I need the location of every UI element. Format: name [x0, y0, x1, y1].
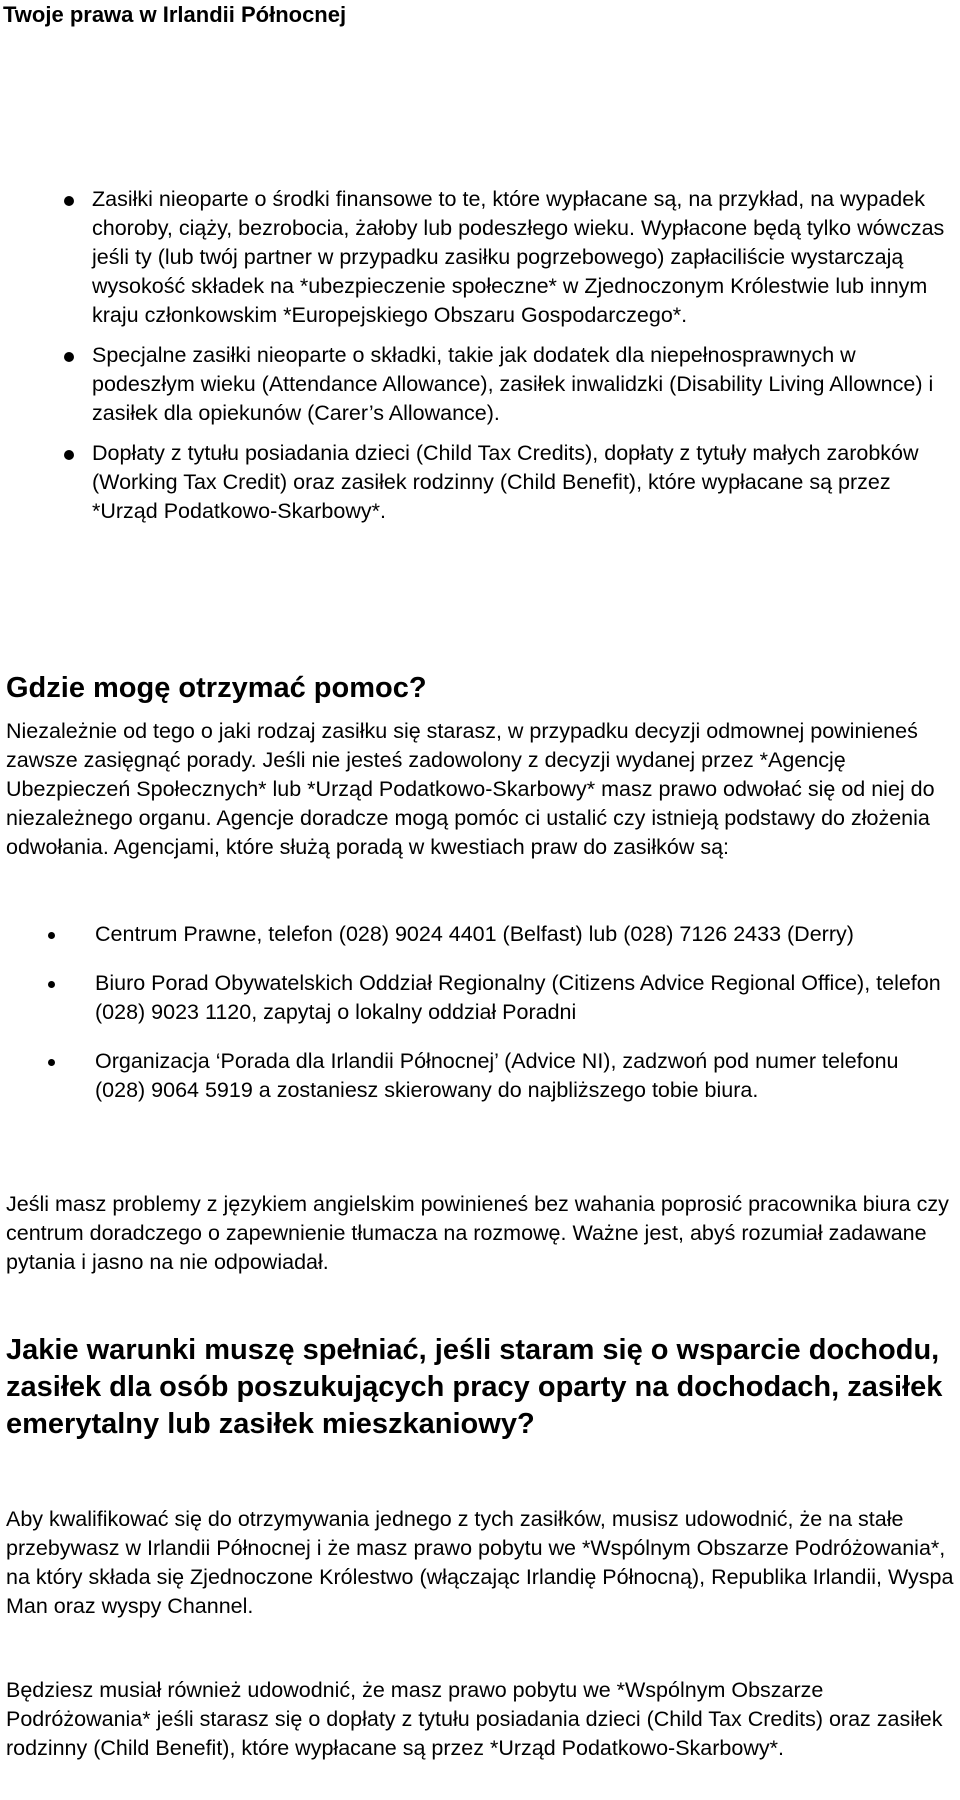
list-item [0, 1047, 960, 1105]
bullet-icon [48, 1059, 55, 1066]
help-intro-paragraph: Niezależnie od tego o jaki rodzaj zasiłku się starasz, w przypadku decyzji odmownej powinieneś zawsze zasięgnąć porady. Jeśli nie jesteś zadowolony z decyzji wydanej przez *Agencję Ubezpieczeń Społecznych* lub *Urząd Podatkowo-Skarbowy* masz prawo odwołać się od niej do niezależnego organu. Agencje doradcze mogą pomóc ci ustalić czy istnieją podstawy do złożenia odwołania. Agencjami, które służą poradą w kwestiach praw do zasiłków są: [6, 719, 935, 859]
list-item [0, 969, 960, 1027]
conditions-paragraph-1: Aby kwalifikować się do otrzymywania jednego z tych zasiłków, musisz udowodnić, że na stałe przebywasz w Irlandii Północnej i że masz prawo pobytu we *Wspólnym Obszarze Podróżowania*, na który składa się Zjednoczone Królestwo (włączając Irlandię Północną), Republika Irlandii, Wyspa Man oraz wyspy Channel. [6, 1507, 954, 1618]
page-title: Twoje prawa w Irlandii Północnej [3, 2, 347, 27]
bullet-icon [48, 932, 55, 939]
bullet-icon [64, 196, 74, 206]
conditions-paragraph-2: Będziesz musiał również udowodnić, że masz prawo pobytu we *Wspólnym Obszarze Podróżowania* jeśli starasz się o dopłaty z tytułu posiadania dzieci (Child Tax Credits) oraz zasiłek rodzinny (Child Benefit), które wypłacane są przez *Urząd Podatkowo-Skarbowy*. [6, 1678, 943, 1760]
bullet-icon [64, 450, 74, 460]
list-item [0, 920, 960, 949]
help-heading: Gdzie mogę otrzymać pomoc? [6, 672, 427, 704]
bullet-icon [64, 352, 74, 362]
list-item [0, 439, 960, 526]
list-item [0, 185, 960, 330]
list-item-text: Specjalne zasiłki nieoparte o składki, takie jak dodatek dla niepełnosprawnych w podeszłym wieku (Attendance Allowance), zasiłek inwalidzki (Disability Living Allownce) i zasiłek dla opiekunów (Carer’s Allowance). [92, 343, 934, 425]
bullet-icon [48, 981, 55, 988]
agencies-list [0, 920, 960, 1125]
conditions-heading: Jakie warunki muszę spełniać, jeśli staram się o wsparcie dochodu, zasiłek dla osób poszukujących pracy oparty na dochodach, zasiłek emerytalny lub zasiłek mieszkaniowy? [6, 1334, 943, 1440]
list-item-text: Centrum Prawne, telefon (028) 9024 4401 (Belfast) lub (028) 7126 2433 (Derry) [95, 922, 854, 946]
list-item-text: Dopłaty z tytułu posiadania dzieci (Child Tax Credits), dopłaty z tytuły małych zarobków (Working Tax Credit) oraz zasiłek rodzinny (Child Benefit), które wypłacane są przez *Urząd Podatkowo-Skarbowy*. [92, 441, 919, 523]
benefits-list [0, 185, 960, 537]
list-item-text: Zasiłki nieoparte o środki finansowe to te, które wypłacane są, na przykład, na wypadek choroby, ciąży, bezrobocia, żałoby lub podeszłego wieku. Wypłacone będą tylko wówczas jeśli ty (lub twój partner w przypadku zasiłku pogrzebowego) zapłaciliście wystarczają wysokość składek na *ubezpieczenie społeczne* w Zjednoczonym Królestwie lub innym kraju członkowskim *Europejskiego Obszaru Gospodarczego*. [92, 187, 945, 327]
list-item-text: Biuro Porad Obywatelskich Oddział Regionalny (Citizens Advice Regional Office), telefon (028) 9023 1120, zapytaj o lokalny oddział Poradni [95, 971, 941, 1024]
list-item [0, 341, 960, 428]
language-note-paragraph: Jeśli masz problemy z językiem angielskim powinieneś bez wahania poprosić pracownika biura czy centrum doradczego o zapewnienie tłumacza na rozmowę. Ważne jest, abyś rozumiał zadawane pytania i jasno na nie odpowiadał. [6, 1192, 949, 1274]
list-item-text: Organizacja ‘Porada dla Irlandii Północnej’ (Advice NI), zadzwoń pod numer telefonu (028) 9064 5919 a zostaniesz skierowany do najbliższego tobie biura. [95, 1049, 899, 1102]
